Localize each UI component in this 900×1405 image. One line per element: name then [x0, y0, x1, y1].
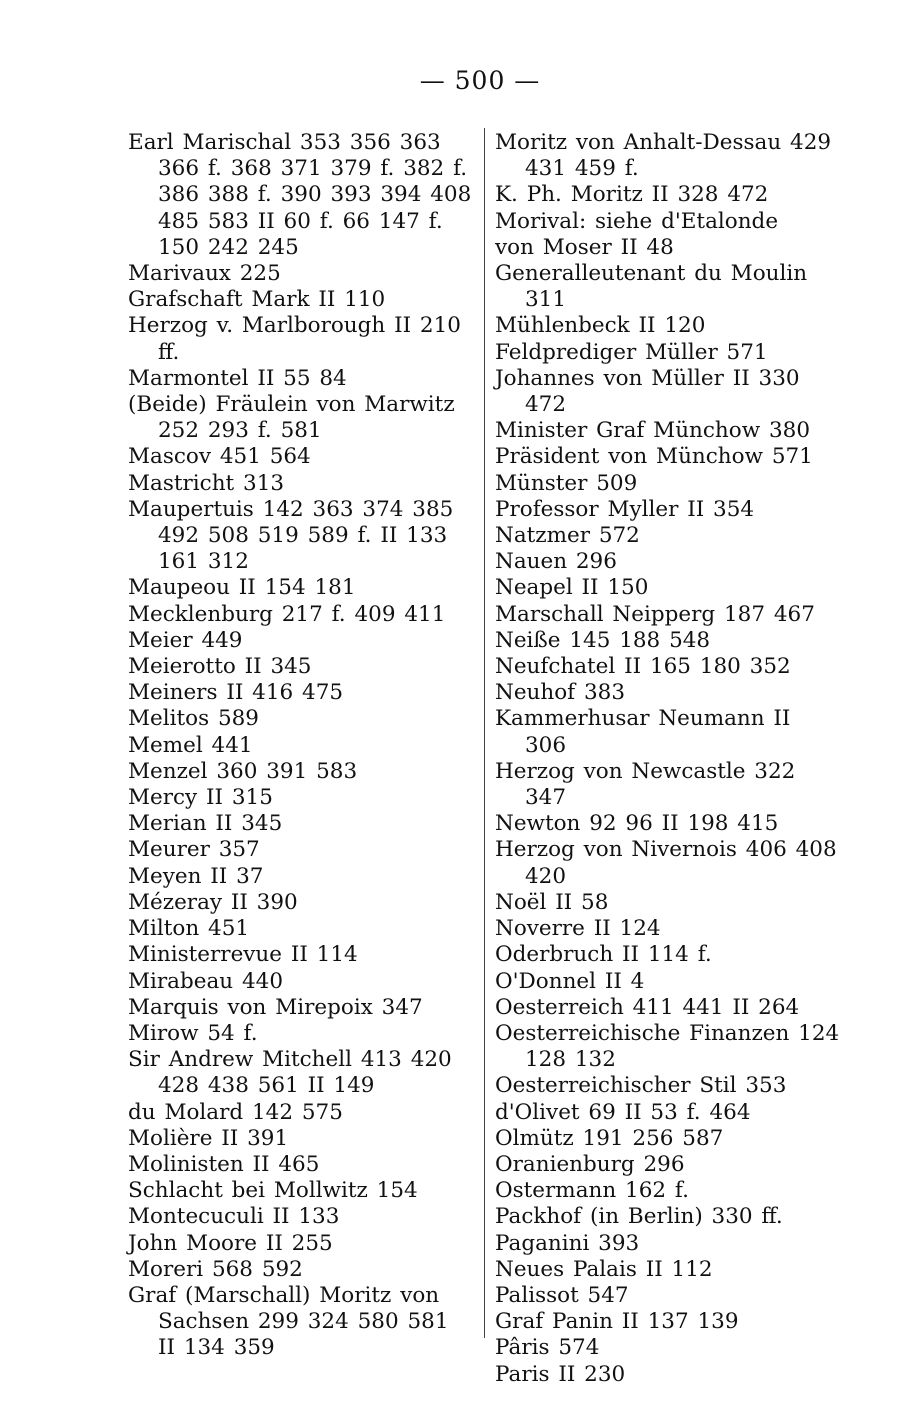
- index-entry: Oesterreich 411 441 II 264: [495, 994, 800, 1020]
- index-entry: Moritz von Anhalt-Dessau 429 431 459 f.: [495, 130, 832, 182]
- index-entry: von Moser II 48: [495, 234, 674, 260]
- index-entry: Maupertuis 142 363 374 385 492 508 519 589 f. II 133 161 312: [128, 496, 454, 575]
- index-entry: Natzmer 572: [495, 523, 640, 549]
- index-entry: Feldprediger Müller 571: [495, 339, 768, 365]
- index-entry: Mastricht 313: [128, 470, 285, 496]
- index-entry: Moreri 568 592: [128, 1256, 303, 1282]
- index-entry: Morival: siehe d'Etalonde: [495, 208, 779, 234]
- index-entry: Nauen 296: [495, 549, 617, 575]
- index-entry: Meier 449: [128, 627, 243, 653]
- index-entry: Neuhof 383: [495, 680, 626, 706]
- index-entry: Packhof (in Berlin) 330 ff.: [495, 1204, 783, 1230]
- index-entry: Meyen II 37: [128, 863, 264, 889]
- index-entry: Mascov 451 564: [128, 444, 311, 470]
- index-entry: Herzog von Nivernois 406 408 420: [495, 837, 837, 889]
- index-entry: Oesterreichischer Stil 353: [495, 1073, 787, 1099]
- index-entry: Kammerhusar Neumann II 306: [495, 706, 791, 758]
- index-entry: Melitos 589: [128, 706, 259, 732]
- index-entry: Oderbruch II 114 f.: [495, 942, 712, 968]
- index-entry: Herzog v. Marlborough II 210 ff.: [128, 313, 461, 365]
- page-number: — 500 —: [419, 66, 541, 95]
- index-entry: Graf (Marschall) Moritz von Sachsen 299 324 580 581 II 134 359: [128, 1282, 449, 1361]
- index-entry: Graf Panin II 137 139: [495, 1309, 739, 1335]
- index-entry: Grafschaft Mark II 110: [128, 287, 386, 313]
- index-entry: Neues Palais II 112: [495, 1256, 713, 1282]
- index-entry: Mecklenburg 217 f. 409 411: [128, 601, 446, 627]
- index-entry: Molière II 391: [128, 1125, 289, 1151]
- index-entry: Generalleutenant du Moulin 311: [495, 261, 808, 313]
- column-divider: [484, 128, 485, 1338]
- index-entry: Ostermann 162 f.: [495, 1178, 689, 1204]
- index-entry: O'Donnel II 4: [495, 968, 645, 994]
- index-entry: Meierotto II 345: [128, 654, 312, 680]
- index-entry: Palissot 547: [495, 1282, 629, 1308]
- index-entry: K. Ph. Moritz II 328 472: [495, 182, 769, 208]
- index-entry: Mühlenbeck II 120: [495, 313, 706, 339]
- index-entry: Marquis von Mirepoix 347: [128, 994, 423, 1020]
- index-entry: Schlacht bei Mollwitz 154: [128, 1178, 418, 1204]
- index-entry: John Moore II 255: [128, 1230, 333, 1256]
- index-entry: Mézeray II 390: [128, 889, 298, 915]
- index-entry: Meiners II 416 475: [128, 680, 344, 706]
- index-entry: d'Olivet 69 II 53 f. 464: [495, 1099, 751, 1125]
- index-entry: Marivaux 225: [128, 261, 281, 287]
- index-entry: Newton 92 96 II 198 415: [495, 811, 779, 837]
- index-entry: Memel 441: [128, 732, 253, 758]
- index-entry: Präsident von Münchow 571: [495, 444, 813, 470]
- index-entry: Paris II 230: [495, 1361, 626, 1387]
- index-entry: Earl Marischal 353 356 363 366 f. 368 371 379 f. 382 f. 386 388 f. 390 393 394 408 485 583 II 60 f. 66 147 f. 150 242 245: [128, 130, 472, 260]
- index-entry: du Molard 142 575: [128, 1099, 343, 1125]
- index-entry: Professor Myller II 354: [495, 496, 755, 522]
- index-entry: Herzog von Newcastle 322 347: [495, 758, 796, 811]
- index-entry: Münster 509: [495, 470, 638, 496]
- index-entry: Montecuculi II 133: [128, 1204, 340, 1230]
- index-entry: Neiße 145 188 548: [495, 627, 711, 653]
- index-entry: Oranienburg 296: [495, 1151, 685, 1177]
- index-entry: Olmütz 191 256 587: [495, 1125, 724, 1151]
- index-column-right: [495, 130, 840, 1388]
- index-entry: Marmontel II 55 84: [128, 365, 347, 391]
- index-entry: Oesterreichische Finanzen 124 128 132: [495, 1020, 840, 1073]
- index-entry: Pâris 574: [495, 1335, 600, 1361]
- index-entry: Paganini 393: [495, 1230, 640, 1256]
- index-entry: Noverre II 124: [495, 916, 661, 942]
- index-entry: Merian II 345: [128, 811, 283, 837]
- index-entry: Milton 451: [128, 916, 250, 942]
- index-entry: Neufchatel II 165 180 352: [495, 654, 791, 680]
- index-entry: Maupeou II 154 181: [128, 575, 356, 601]
- index-entry: Molinisten II 465: [128, 1151, 320, 1177]
- index-entry: Mercy II 315: [128, 785, 273, 811]
- index-entry: Minister Graf Münchow 380: [495, 418, 810, 444]
- index-column-left: [128, 130, 473, 1362]
- index-entry: Sir Andrew Mitchell 413 420 428 438 561 II 149: [128, 1047, 452, 1099]
- index-entry: Meurer 357: [128, 837, 260, 863]
- index-entry: Noël II 58: [495, 889, 609, 915]
- index-entry: Johannes von Müller II 330 472: [495, 365, 800, 418]
- index-entry: Neapel II 150: [495, 575, 649, 601]
- index-entry: Mirow 54 f.: [128, 1020, 258, 1046]
- index-entry: Marschall Neipperg 187 467: [495, 601, 815, 627]
- index-entry: Ministerrevue II 114: [128, 942, 358, 968]
- index-entry: (Beide) Fräulein von Marwitz 252 293 f. 581: [128, 392, 455, 444]
- index-entry: Mirabeau 440: [128, 968, 284, 994]
- index-entry: Menzel 360 391 583: [128, 758, 358, 784]
